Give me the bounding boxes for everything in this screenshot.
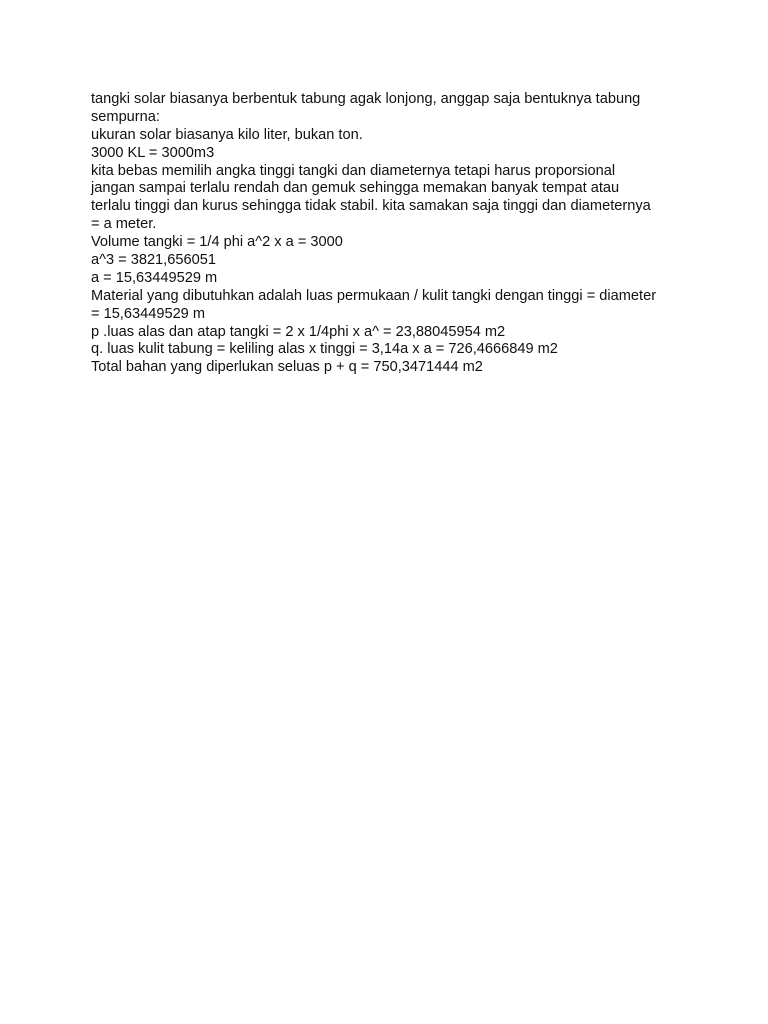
text-line: tangki solar biasanya berbentuk tabung agak lonjong, anggap saja bentuknya tabung xyxy=(91,91,641,107)
text-line: a = 15,63449529 m xyxy=(91,269,218,286)
text-line: a^3 = 3821,656051 xyxy=(91,252,216,269)
text-line: Volume tangki = 1/4 phi a^2 x a = 3000 xyxy=(91,234,343,251)
text-line: ukuran solar biasanya kilo liter, bukan ton. xyxy=(91,126,363,143)
text-line: q. luas kulit tabung = keliling alas x tinggi = 3,14a x a = 726,4666849 m2 xyxy=(91,341,558,358)
text-line: = 15,63449529 m xyxy=(91,305,206,322)
text-line: Material yang dibutuhkan adalah luas permukaan / kulit tangki dengan tinggi = diameter xyxy=(91,287,657,304)
text-line: sempurna: xyxy=(91,108,160,125)
text-line: 3000 KL = 3000m3 xyxy=(91,144,215,161)
text-line: Total bahan yang diperlukan seluas p + q = 750,3471444 m2 xyxy=(91,359,483,376)
text-line: jangan sampai terlalu rendah dan gemuk sehingga memakan banyak tempat atau xyxy=(91,180,620,197)
text-line: p .luas alas dan atap tangki = 2 x 1/4phi x a^ = 23,88045954 m2 xyxy=(91,323,506,340)
text-line: = a meter. xyxy=(91,216,157,233)
text-line: terlalu tinggi dan kurus sehingga tidak stabil. kita samakan saja tinggi dan diameternya xyxy=(91,198,651,215)
text-line: kita bebas memilih angka tinggi tangki dan diameternya tetapi harus proporsional xyxy=(91,162,616,179)
document-body xyxy=(91,91,691,377)
